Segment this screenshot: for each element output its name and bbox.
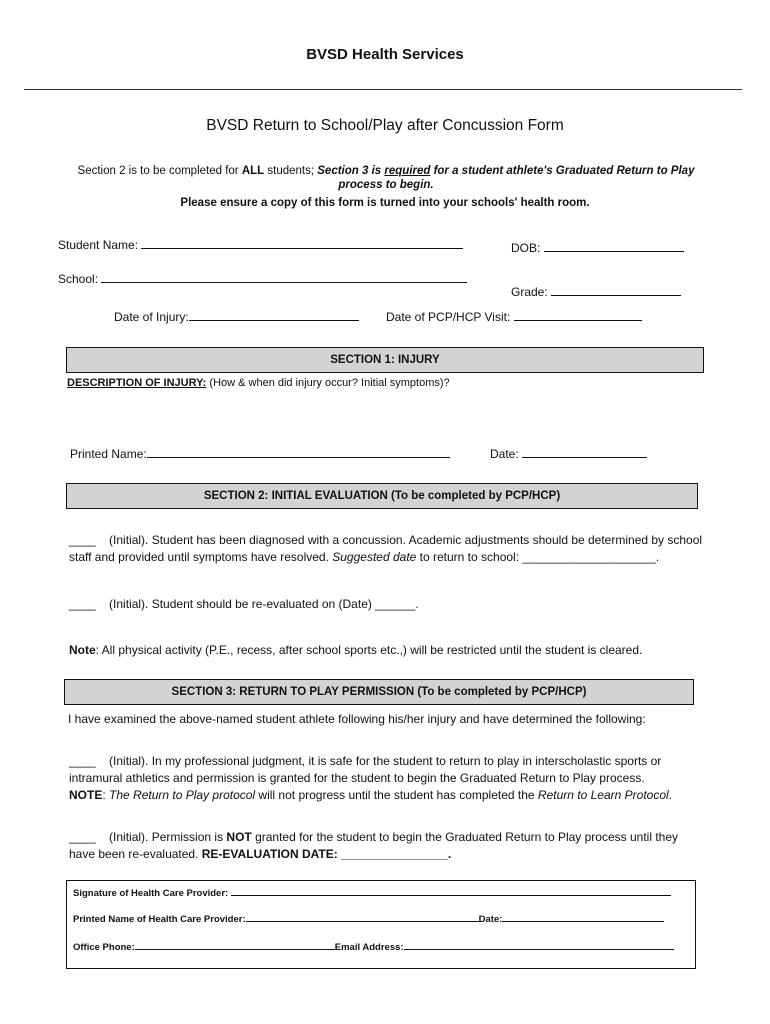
intro-required: required bbox=[384, 165, 431, 177]
section1-header: SECTION 1: INJURY bbox=[66, 347, 704, 373]
school-line[interactable] bbox=[101, 271, 467, 283]
office-phone-label: Office Phone: bbox=[73, 942, 135, 953]
hcp-date-line[interactable] bbox=[502, 912, 664, 922]
date-of-visit-label: Date of PCP/HCP Visit: bbox=[386, 310, 511, 324]
permission-text-b: intramural athletics and permission is granted for the student to begin the Graduated Return to Play process. bbox=[69, 771, 645, 785]
dob-field[interactable] bbox=[511, 240, 684, 255]
header-divider bbox=[24, 89, 742, 90]
printed-hcp-label: Printed Name of Health Care Provider: bbox=[73, 914, 246, 925]
organization-title: BVSD Health Services bbox=[306, 46, 464, 63]
not-granted-c: have been re-evaluated. bbox=[69, 847, 202, 861]
section2-diagnosis bbox=[69, 532, 702, 566]
printed-name-label: Printed Name: bbox=[70, 447, 147, 461]
intro-text-a: Section 2 is to be completed for bbox=[77, 165, 242, 177]
printed-name-field[interactable] bbox=[70, 446, 450, 461]
reevaluate-text[interactable]: (Initial). Student should be re-evaluated on (Date) ______. bbox=[109, 597, 419, 611]
section1-date-label: Date: bbox=[490, 447, 519, 461]
date-of-visit-line[interactable] bbox=[514, 309, 642, 321]
initial-blank[interactable]: ____ bbox=[69, 533, 96, 547]
signature-box bbox=[66, 880, 696, 969]
note-end: . bbox=[668, 788, 673, 802]
section2-header: SECTION 2: INITIAL EVALUATION (To be completed by PCP/HCP) bbox=[66, 483, 698, 509]
note-text: : All physical activity (P.E., recess, after school sports etc.,) will be restricted until the student is cleared. bbox=[95, 643, 643, 657]
section3-header: SECTION 3: RETURN TO PLAY PERMISSION (To be completed by PCP/HCP) bbox=[64, 679, 694, 705]
student-name-line[interactable] bbox=[141, 237, 463, 249]
grade-line[interactable] bbox=[551, 284, 681, 296]
section2-reevaluate bbox=[69, 596, 419, 613]
date-of-injury-line[interactable] bbox=[189, 309, 359, 321]
form-title: BVSD Return to School/Play after Concussion Form bbox=[206, 117, 564, 134]
initial-blank[interactable]: ____ bbox=[69, 754, 96, 768]
intro-section3: Section 3 is bbox=[317, 165, 385, 177]
email-label: Email Address: bbox=[334, 942, 404, 953]
return-to-school-date[interactable]: to return to school: ____________________. bbox=[416, 550, 660, 564]
date-of-visit-field[interactable] bbox=[386, 309, 642, 324]
dob-label: DOB: bbox=[511, 241, 541, 255]
rtl-protocol: Return to Learn Protocol bbox=[537, 788, 669, 802]
not-granted-a: (Initial). Permission is bbox=[109, 830, 227, 844]
reeval-date-label: RE-EVALUATION DATE: bbox=[201, 847, 338, 861]
reeval-date-end: . bbox=[447, 847, 452, 861]
student-name-field[interactable] bbox=[58, 237, 463, 252]
diagnosis-text-a: (Initial). Student has been diagnosed with a concussion. Academic adjustments should be determined by school bbox=[109, 533, 703, 547]
school-label: School: bbox=[58, 272, 99, 286]
rtp-protocol: The Return to Play protocol bbox=[109, 788, 256, 802]
reeval-date-blank[interactable]: ________________ bbox=[337, 847, 448, 861]
initial-blank[interactable]: ____ bbox=[69, 597, 96, 611]
school-field[interactable] bbox=[58, 271, 467, 286]
printed-hcp-field[interactable] bbox=[73, 912, 664, 925]
phone-email-field[interactable] bbox=[73, 940, 674, 953]
section3-permission bbox=[69, 753, 672, 804]
note-mid: will not progress until the student has completed the bbox=[255, 788, 538, 802]
hcp-date-label: Date: bbox=[478, 914, 503, 925]
signature-field[interactable] bbox=[73, 886, 671, 899]
printed-name-line[interactable] bbox=[147, 446, 450, 458]
section1-date-line[interactable] bbox=[522, 446, 647, 458]
description-label: DESCRIPTION OF INJURY: bbox=[67, 377, 207, 389]
diagnosis-text-b: staff and provided until symptoms have resolved. bbox=[69, 550, 333, 564]
signature-line[interactable] bbox=[231, 886, 671, 896]
date-of-injury-field[interactable] bbox=[114, 309, 359, 324]
initial-blank[interactable]: ____ bbox=[69, 830, 96, 844]
dob-line[interactable] bbox=[544, 240, 684, 252]
printed-hcp-line[interactable] bbox=[246, 912, 479, 922]
section3-note-label: NOTE bbox=[69, 788, 103, 802]
section1-date-field[interactable] bbox=[490, 446, 647, 461]
section2-note bbox=[69, 642, 642, 659]
suggested-date: Suggested date bbox=[332, 550, 417, 564]
not-granted-b: granted for the student to begin the Graduated Return to Play process until they bbox=[251, 830, 679, 844]
student-name-label: Student Name: bbox=[58, 238, 139, 252]
description-hint: (How & when did injury occur? Initial symptoms)? bbox=[206, 377, 450, 389]
intro-text bbox=[56, 164, 716, 192]
intro-text-a-rest: students; bbox=[264, 165, 318, 177]
section3-statement: I have examined the above-named student athlete following his/her injury and have determined the following: bbox=[68, 712, 646, 726]
grade-field[interactable] bbox=[511, 284, 681, 299]
section3-not-granted bbox=[69, 829, 678, 863]
date-of-injury-label: Date of Injury: bbox=[114, 310, 189, 324]
not-bold: NOT bbox=[226, 830, 252, 844]
office-phone-line[interactable] bbox=[135, 940, 335, 950]
email-line[interactable] bbox=[404, 940, 674, 950]
intro-all: ALL bbox=[241, 165, 265, 177]
permission-text-a: (Initial). In my professional judgment, it is safe for the student to return to play in interscholastic sports or bbox=[109, 754, 662, 768]
signature-label: Signature of Health Care Provider: bbox=[73, 888, 229, 899]
intro-tail: for a student athlete's Graduated Return to Play process to begin. bbox=[338, 165, 695, 191]
grade-label: Grade: bbox=[511, 285, 548, 299]
note-label: Note bbox=[69, 643, 96, 657]
note-sep: : bbox=[102, 788, 110, 802]
ensure-copy-notice: Please ensure a copy of this form is turned into your schools' health room. bbox=[180, 197, 590, 209]
injury-description bbox=[67, 377, 450, 389]
